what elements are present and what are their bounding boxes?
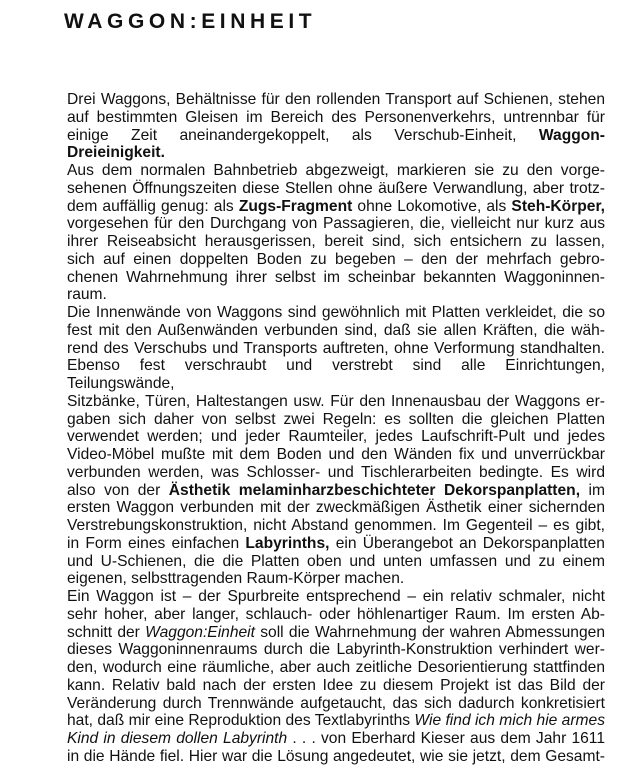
text-segment: dem auffällig genug: als bbox=[67, 197, 239, 215]
text-line bbox=[67, 180, 605, 198]
bold-text: Waggon-Dreieinigkeit. bbox=[67, 126, 605, 162]
text-segment: Drei Waggons, Behältnisse für den rollenden Transport auf Schienen, stehen bbox=[67, 91, 605, 108]
italic-text: Wie find ich mich hie armes bbox=[414, 712, 605, 730]
text-segment: gaben sich daher von selbst zwei Regeln: es sollten die gleichen Platten bbox=[67, 410, 605, 428]
text-segment: sehenen Öffnungszeiten diese Stellen ohne äußere Verwandlung, aber trotz- bbox=[67, 179, 605, 197]
text-segment: und U-Schienen, die die Platten oben und unten umfassen und zu einem bbox=[67, 552, 605, 570]
text-segment: verbunden werden, was Schlosser- und Tischlerarbeiten bedingte. Es wird bbox=[67, 463, 605, 481]
text-segment: Aus dem normalen Bahnbetrieb abgezweigt, markieren sie zu den vorge- bbox=[67, 162, 605, 179]
text-segment: raum. bbox=[67, 286, 107, 304]
text-line bbox=[67, 162, 605, 180]
text-line bbox=[67, 127, 605, 163]
bold-text: Labyrinths, bbox=[245, 534, 330, 552]
text-segment: ohne Lokomotive, als bbox=[352, 197, 512, 215]
text-line bbox=[67, 109, 605, 127]
text-segment: einige Zeit aneinandergekoppelt, als Verschub-Einheit, bbox=[67, 126, 539, 144]
text-line bbox=[67, 641, 605, 659]
text-segment: verwendet werden; und jeder Raumteiler, jedes Laufschrift-Pult und jedes bbox=[67, 428, 605, 446]
text-segment: also von der bbox=[67, 481, 169, 499]
text-segment: Die Innenwände von Waggons sind gewöhnlich mit Platten verkleidet, die so bbox=[67, 304, 605, 321]
text-segment: dieses Waggoninnenraums durch die Labyrinth-Konstruktion verhindert wer- bbox=[67, 641, 605, 659]
text-line bbox=[67, 357, 605, 393]
text-line bbox=[67, 411, 605, 429]
text-segment: im bbox=[580, 481, 605, 499]
bold-text: Zugs-Fragment bbox=[238, 197, 353, 215]
text-line bbox=[67, 322, 605, 340]
text-segment: ihrer Reiseabsicht herausgerissen, bereit sind, sich entsichern zu lassen, bbox=[67, 233, 605, 250]
text-segment: Ein Waggon ist – der Spurbreite entsprechend – ein relativ schmaler, nicht bbox=[67, 588, 605, 605]
text-segment: sich auf einen doppelten Boden zu begeben – den der mehrfach gebro- bbox=[67, 250, 605, 268]
text-segment: ein Überangebot an Dekorspanplatten bbox=[329, 534, 605, 552]
text-line bbox=[67, 393, 605, 411]
text-segment: Sitzbänke, Türen, Haltestangen usw. Für den Innenausbau der Waggons er- bbox=[67, 392, 605, 410]
text-segment: Ebenso fest verschraubt und verstrebt sind alle Einrichtungen, Teilungswände, bbox=[67, 357, 605, 392]
text-line bbox=[67, 659, 605, 677]
text-segment: hat, daß mir eine Reproduktion des Textlabyrinths bbox=[67, 712, 415, 730]
text-segment: den, wodurch eine räumliche, aber auch zeitliche Desorientierung stattfinden bbox=[67, 659, 605, 676]
bold-text: Ästhetik melaminharzbeschichteter Dekorspanplatten, bbox=[168, 481, 581, 499]
text-segment: schnitt der bbox=[67, 623, 146, 641]
text-line bbox=[67, 624, 605, 642]
text-line bbox=[67, 517, 605, 535]
text-segment: soll die Wahrnehmung der wahren Abmessungen bbox=[254, 623, 605, 641]
text-line bbox=[67, 695, 605, 713]
text-segment: in die Hände fiel. Hier war die Lösung angedeutet, wie sie jetzt, dem Gesamt- bbox=[67, 747, 605, 765]
text-segment: Verstrebungskonstruktion, nicht Abstand genommen. Im Gegenteil – es gibt, bbox=[67, 517, 605, 534]
bold-text: Steh-Körper, bbox=[511, 197, 605, 215]
italic-text: Kind in diesem dollen Labyrinth bbox=[67, 730, 288, 747]
text-segment: Veränderung durch Trennwände aufgetaucht, das sich dadurch konkretisiert bbox=[67, 694, 605, 712]
text-segment: sehr hoher, aber langer, schlauch- oder höhlenartiger Raum. Im ersten Ab- bbox=[67, 605, 605, 623]
text-line bbox=[67, 535, 605, 553]
text-segment: rend des Verschubs und Transports auftreten, ohne Verformung standhalten. bbox=[67, 339, 605, 357]
text-segment: chenen Wahrnehmung ihrer selbst im scheinbar bekannten Waggoninnen- bbox=[67, 268, 605, 286]
text-line bbox=[67, 606, 605, 624]
text-line bbox=[67, 198, 605, 216]
text-line bbox=[67, 748, 605, 766]
text-segment: . . . von Eberhard Kieser aus dem Jahr 1611 bbox=[287, 730, 605, 747]
text-line bbox=[67, 286, 605, 304]
text-line bbox=[67, 588, 605, 606]
text-line bbox=[67, 499, 605, 517]
text-line bbox=[67, 677, 605, 695]
text-line bbox=[67, 712, 605, 730]
text-segment: ersten Waggon verbunden mit der zweckmäßigen Ästhetik einer sichernden bbox=[67, 499, 605, 517]
text-line bbox=[67, 233, 605, 251]
text-line bbox=[67, 304, 605, 322]
page-title: WAGGON:EINHEIT bbox=[64, 10, 317, 33]
text-segment: kann. Relativ bald nach der ersten Idee zu diesem Projekt ist das Bild der bbox=[67, 676, 605, 694]
text-line bbox=[67, 91, 605, 109]
text-segment: in Form eines einfachen bbox=[67, 534, 246, 552]
text-line bbox=[67, 446, 605, 464]
text-segment: Video-Möbel mußte mit dem Boden und den Wänden fix und unverrückbar bbox=[67, 446, 605, 463]
text-line bbox=[67, 570, 605, 588]
text-line bbox=[67, 340, 605, 358]
text-segment: auf bestimmten Gleisen im Bereich des Personenverkehrs, untrennbar für bbox=[67, 108, 605, 126]
text-line bbox=[67, 553, 605, 571]
text-segment: vorgesehen für den Durchgang von Passagieren, die, vielleicht nur kurz aus bbox=[67, 215, 605, 233]
text-segment: fest mit den Außenwänden verbunden sind, daß sie allen Kräften, die wäh- bbox=[67, 321, 605, 339]
text-line bbox=[67, 269, 605, 287]
text-line bbox=[67, 251, 605, 269]
text-segment: eigenen, selbsttragenden Raum-Körper machen. bbox=[67, 570, 405, 588]
text-line bbox=[67, 482, 605, 500]
text-line bbox=[67, 464, 605, 482]
text-line bbox=[67, 215, 605, 233]
text-line bbox=[67, 730, 605, 748]
body-text bbox=[67, 91, 605, 766]
text-line bbox=[67, 428, 605, 446]
italic-text: Waggon:Einheit bbox=[145, 623, 255, 641]
